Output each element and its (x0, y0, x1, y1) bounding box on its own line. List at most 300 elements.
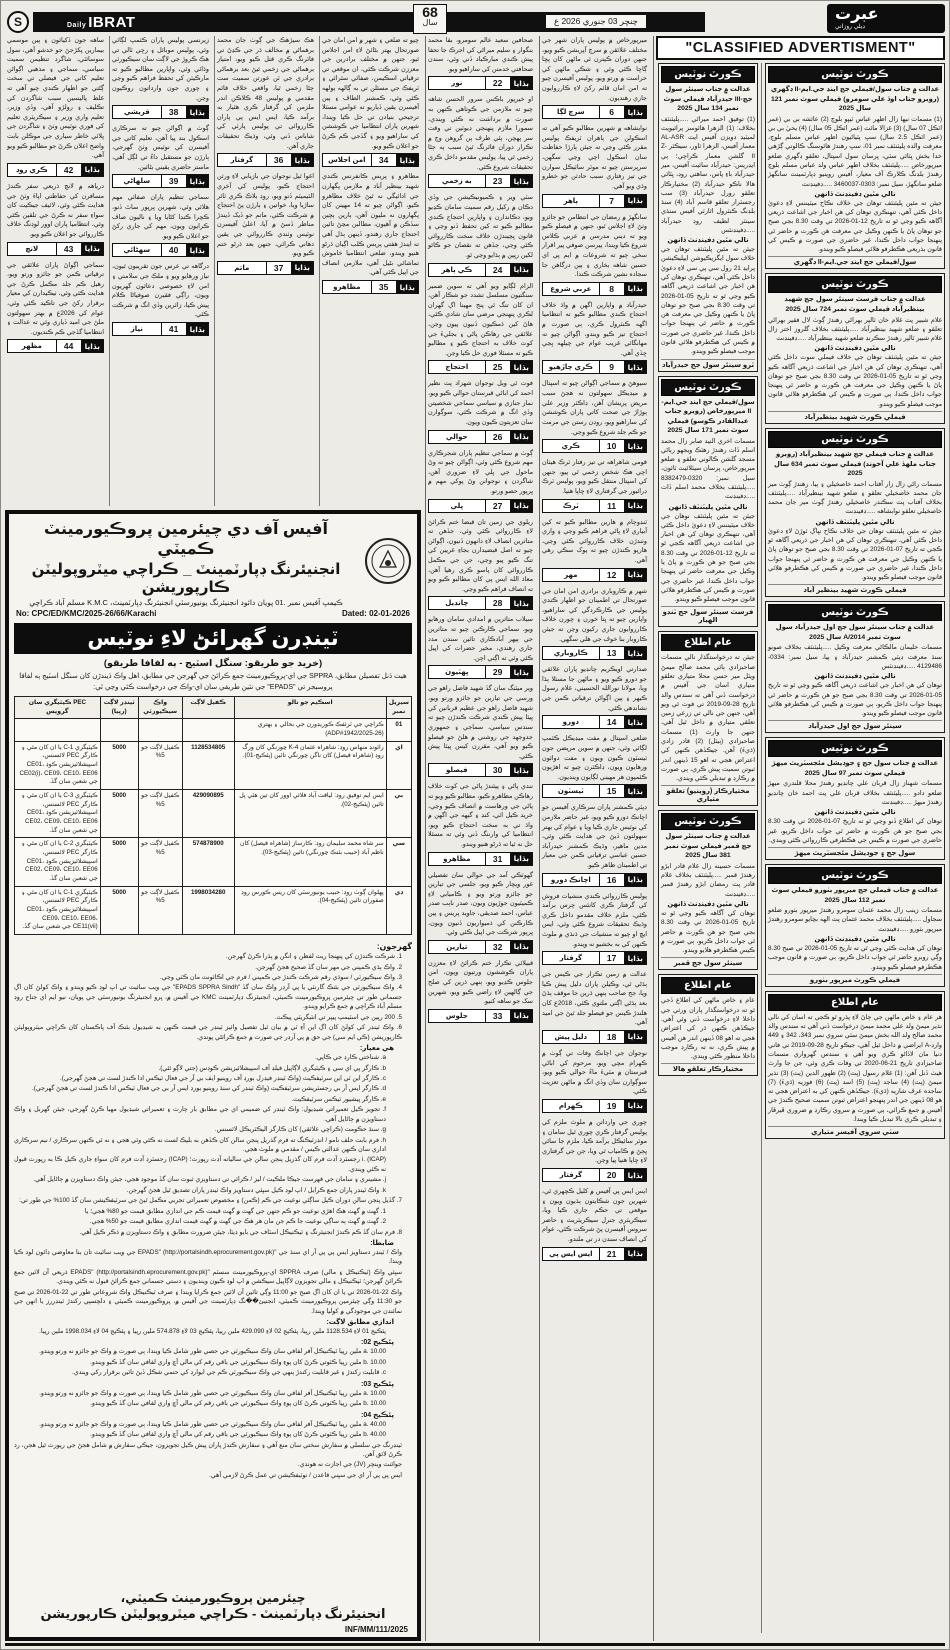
tender-org-line3: ڪيمپ آفيس نمبر .01 پويان دائود انجنيئرنگ يونيورسٽي انجنيئرنگ ڊپارٽمينٽ، K.M.C مسلم آباد ڪراچي (29, 598, 343, 607)
ad-body: اغوا ٿيل نوجوان جي بازيابي لاءِ ورثن احتجاج ڪيو، پوليس کي آخري الٽيميٽم ڏنو ويو، روڊ بلاڪ ڪري ٽائر ساڙيا ويا، خواتين ۽ ٻارڙن پڻ احتجاج ۾ شرڪت ڪئي، ماتم جو ڏيک ڏيندڙ مناظر ڏسڻ ۾ آيا، اعليٰ آفيسرن نوٽيس وٺندي ڪارروائي جي يقين دهاني ڪرائي، جنهن بعد ڌرڻو ختم ڪيو ويو. (217, 173, 314, 258)
requirement-line: e. ڪارگر پيشيور ٽيڪس سرٽيفڪيٽ. (291, 1095, 386, 1103)
ad-ref-box (112, 105, 209, 119)
requirement-line: 3. واڪ سيڪيورٽي / سوڌي رقم شرڪت ڪندڙ جي ڪمپني / فرم جي اڪائونٽ مان ڪٽي وڃي. (160, 974, 402, 981)
ad-ref-box (428, 499, 533, 513)
notice-court-line: عدالت ۾ جناب فيملي جج شهيد بينظيرآباد (روبرو جناب ملهڏ علي آخوند) فيملي سوٽ نمبر 634 سال 2025 (774, 451, 936, 478)
inf-number: INF/MM/111/2025 (344, 1625, 408, 1634)
newspaper-brand (67, 14, 135, 31)
classified-ad (428, 782, 533, 865)
notice-body: مسمات حليمان مالڪاڻي معرفت وڪيل .....پليٽنٽف بخلاف صوبو سنڌ معرفت ڊپٽي ڪمشنر حيدرآباد ۽ ٻيا، سيل نمبر: 0334-4129486 .....ڊفينڊنٽس (768, 644, 942, 670)
ad-body: الزام لڳايو ويو آهي ته سوين ضمير سنگتيون مسلسل تشدد جو شڪار آهن، ان کان تنگ ٿي پنج مهينا اڳ گهران لڪري پنهنجي مرضي سان شادي ڪئي، هاڻ کين ڌمڪيون ڏنيون پيون وڃن، علائقي جي رهاڪن پاڻي ۽ بجليءَ جي کوٽ خلاف به احتجاج ڪيو ۽ مطالبو ڪيو ته مسئلا فوري حل ڪيا وڃن. (428, 282, 533, 357)
ad-ref-number: 36 (266, 154, 292, 166)
news-briefs-column-1 (539, 36, 649, 1641)
ad-ref-label: بڌايا (625, 1100, 646, 1112)
notice-body-2: توهان کي هن اخبار جي اشاعت ذريعي آگاهه ڪيو وڃي ٿو ته تاريخ 05-01-2026 تي وقت 8.30 بجي صبح جو هن ڪورٽ ۾ حاضر ٿي پنهنجا جواب داخل ڪريو، ٻي صورت ۾ ڪيس کي هڪطرفو هلائي قانون موجب فيصلو ڪيو ويندو. (768, 682, 942, 718)
ad-ref-word: گرفتار (559, 1172, 583, 1180)
notice-title: عام اطلاع (661, 634, 755, 651)
requirement-line: هي معيار: (359, 1045, 394, 1053)
ad-ref-number: 41 (161, 323, 187, 335)
ad-ref-number: 38 (161, 106, 187, 118)
notice-card (658, 631, 758, 806)
notice-subheading: نالي مٿين ڊفينڊنٽ ڏانهن (814, 936, 896, 943)
requirement-line: f. تجويز ڪيل تعميراتي شيڊيول: واڪ ٽينڊر کي ضميمي اي جي مطابق بار چارٽ ۽ تعميراتي شيڊيول مهيا ڪرڻ گهرجي، جيئن گهربل ۽ واڪ دستاويزن ۾ ڄاڻايل آهي. (14, 1106, 386, 1123)
ad-ref-word: ڪري چاڙهيو (548, 364, 593, 372)
classified-ad (112, 124, 209, 188)
ad-body: هڪ سيڙهڪ جي ڳوٺ جان محمد برهماڻي ۾ مخالف ڌر جي ڪڍڻ تي فائرنگ ڪري قتل ڪيو ويو، امتياز برهماڻي جي زخمي ٿيڻ بعد برهماڻي برادري جي ٽن عورتن سميت ست ڄڻا زخمي ٿيا، واقعي خلاف قائم مقدمي ۾ پوليس 48 ڪلاڪن اندر ملزمن کي گرفتار ڪري هٿيار به برآمد ڪيا، ايس ايس پي پاران ڪارروائي تي پوليس پارٽي کي شاباس ڏني وئي، وڌيڪ تحقيقات جاري آهن. (217, 37, 315, 150)
notice-body: مسمات اخري النيد صابر زال محمد اسلم ڏات رهندڙ رهٽڪ ويجهو رٻاڻي مسجد گلشن ڪالوني تعلقو ۽ ضلعو ميرپورخاص، ڀرسان سيٽلائيٽ ٽائون، سيل نمبر: 0320-8382479 .....پليٽنٽف بخلاف محمد اسلم ڏات .....ڊفينڊنٽ (661, 437, 755, 501)
ad-ref-word: فيصلو (446, 767, 468, 775)
classified-ad (542, 379, 647, 453)
requirement-line: a. 40.00 ملين رپيا ٽيڪنيڪل آفر لفافي سان واڪ سيڪيورٽي جي حصي طور شامل ڪيا ويندا، ٻي صورت ۾ واڪ جو جائزو نه ورتو ويندو. (39, 1420, 386, 1428)
ad-body: صدارتي اويڪريم چانڊيو پاران علائقي جو دورو ڪيو ويو ۽ ماڻهن جا مسئلا ٻڌا ويا، مولانا نورالله الحسيني، غلام رسول ڪيهر ۽ ٻين اڳواڻن ترقياتي ڪمن جي نشاندهي ڪئي. (542, 666, 647, 712)
anniversary-badge: 68 سال (413, 4, 447, 34)
notice-title: عام اطلاع (768, 994, 942, 1011)
classified-ad (542, 892, 647, 966)
classified-ad (217, 36, 314, 167)
requirement-line: g. سنڌ حڪومت (ڪراچي علائقي) کان ڪارگر اليڪٽريڪل لائسنس. (214, 1126, 386, 1134)
col-security: واڪ سيڪيورٽي (138, 697, 182, 719)
ad-body: ڊپٽي ڪمشنر پاران سرڪاري آفيسن جو اچانڪ دورو ڪيو ويو، غير حاضر ملازمن کي نوٽيس جاري ڪيا ويا ۽ عوام کي بهتر سهولتون ڏيڻ جي هدايت ڪئي وئي، مدين ماهير، وڌيڪ ڪمشنر حيدرآباد حسين عباسي ترقياتي ڪمن جي معيار تي اطمينان ظاهر ڪيو. (542, 804, 647, 869)
ad-ref-number: 43 (56, 243, 82, 255)
ad-body: شهر ۾ ڪاروباري برادري امن امان جي صورتحال تي اطمينان جو اظهار ڪندي پوليس جي ڪارڪردگي کي ساراهيو، واپارين چيو ته ڀتا خورن ۽ چورن خلاف ڪارروايون جاري رکيون وڃن ته جيئن ڪاروبار بنا خوف جي هلي سگهي. (542, 587, 647, 643)
ad-body: چوري جي وارداتن ۾ ملوث ملزم کي پوليس گرفتار ڪري چوري ٿيل سامان ۽ موٽر سائيڪل برآمد ڪيا، ملزم جا ساٿي ڀڄڻ ۾ ڪامياب ٿي ويا، جن جي گرفتاري لاءِ ڇاپا هنيا پيا وڃن. (542, 1118, 647, 1165)
ad-ref-word: سرچ لڳا (557, 109, 585, 117)
requirement-line: واڪ 22-01-2026 تي يا ان کان اڳ صبح جو 11:00 وڳي تائين آن لائين جمع ڪرايا ويندا ۽ صرف ٽيڪنيڪل واڪ شروعاتي طور تي 22-01-2026 تي صبح جو 11:30 وڳي چيئرمين پروڪيورمينٽ ڪميٽي، انجنيئ��نگ ڊپارٽمينٽ جي آفيس ۾، پروڪيورمينٽ ڪميٽي ۽ دلچسپي رکندڙ ٽينڊررز يا انهن جي نمائندن جي موجودگي ۾ کوليا ويندا. (14, 1288, 402, 1315)
classified-ad (428, 449, 533, 513)
ad-ref-box (428, 763, 533, 777)
ad-ref-number: 35 (371, 281, 397, 293)
ad-ref-label: بڌايا (511, 431, 532, 443)
ad-ref-number: 14 (599, 716, 625, 728)
notice-title: ڪورٽ نوٽيس (768, 604, 942, 621)
ad-body: سٽي وير ۽ ڪميونيڪيشن جي وڏي دڪان ۾ رکيل رقم سميت سامان ڪڍيو ويو، دڪاندارن ۽ واپارين احتجاج ڪندي مطالبو ڪيو ته کين تحفظ ڏنو وڃي ۽ قانون ڀڃيندڙن خلاف سخت ڪارروائي ڪئي وڃي، جڏهن ته نقصان جو ڪاٿو لکين رپين ۾ ٻڌايو وڃي ٿو. (428, 194, 533, 259)
ad-ref-word: ڪري (561, 443, 580, 451)
ad-ref-box (217, 153, 314, 167)
ad-ref-box (542, 646, 647, 660)
ad-ref-label: بڌايا (511, 666, 532, 678)
requirement-line: ٽينڊرنگ جي سلسلي ۾ سفارش سختي سان منع آهي ۽ سفارش ڪندڙ پاران پيش ڪيل تجويزون، جيڪي سفارش ۾ شامل هجڻ جي رپورٽ ٿيل هجن، رد ڪرڻ لائق آهن. (14, 1441, 402, 1458)
notice-body: مسمات حسينه زال غلام قادر ابڙو رهندڙ قمبر .....پليٽنٽف بخلاف غلام قادر پٽ رمضان ابڙو رهندڙ قمبر .....ڊفينڊنٽ (661, 862, 755, 898)
page-columns (5, 36, 945, 1646)
requirement-line: b. 10.00 ملين رپيا ڪٽوتي ڪرڻ کان پوءِ واڪ سيڪيورٽي جي باقي رقم کي مالي آڇ واري لفافي سان گڏ ڪيو ويندو. (90, 1358, 386, 1366)
requirement-line: 8. فرم سان گڏ ڪم ڪندڙ انجنيئرنگ ۽ ٽيڪنيڪل اسٽاف جي بايو ڊيٽا، جيئن ضرورت مطابق ۽ واڪ دستاويزن ۾ ذڪر ڪيل آهي. (79, 1228, 402, 1236)
notice-body-2: توهان کي آگاهه ڪيو وڃي ٿو ته تاريخ 05-01-2026 تي وقت 8.30 بجي صبح جو هن ڪورٽ ۾ حاضر ٿي جواب داخل ڪريو، ٻي صورت ۾ ڪيس هڪطرفو هلايو ويندو. (661, 910, 755, 955)
ad-ref-word: امن اجلاس (328, 157, 366, 165)
ad-ref-number: 9 (599, 361, 625, 373)
notice-court-line: عدالت ۾ جناب سينئر سول جج اول حيدرآباد سول سوٽ نمبر 2014/A سال 2025 (775, 624, 935, 641)
classified-ad (542, 970, 647, 1044)
notice-title: ڪورٽ نوٽيس (768, 431, 942, 448)
classified-ad (542, 213, 647, 296)
requirement-line: k. واڪ ٽينڊر پاران جمع ڪرايل / اپ لوڊ ڪيل سڀئي دستاويز واڪ ٽينڊر پاران تصديق ٿيل هجڻ گهرجن. (126, 1186, 386, 1194)
news-briefs-column-6 (5, 36, 106, 506)
notice-card (658, 376, 758, 628)
ad-ref-number: 42 (56, 164, 82, 176)
ad-ref-number: 44 (56, 340, 82, 352)
notice-body: عام ۽ خاص ماڻهن کي اطلاع ڏجي ٿو ته درخواستگذار پاران ورثي جي داخلا لاءِ درخواست ڏني وئي آهي. جيڪڏهن ڪنهن ڌر کي اعتراض هجي ته اهو 08 ڏينهن اندر هن آفيس ۾ پيش ڪري، نه ته رڪارڊ موجب داخلا منظور ڪئي ويندي. (661, 997, 755, 1061)
ad-ref-box (542, 282, 647, 296)
brand-daily-label: Daily (67, 21, 87, 29)
ad-ref-label: بڌايا (625, 500, 646, 512)
ad-body: عدالت ۾ زمين تڪرار جي ڪيس جي ٻڌڻي ٿي، وڪيلن پاران دليل پيش ڪيا ويا، جج صاحب ٻنهي ڌرين جا موقف ٻڌڻ بعد ٻڌڻي اڳتي ملتوي ڪئي، 2018ع کان هلندڙ ڪيس جو فيصلو جلد ٿيڻ جي اميد آهي. (542, 971, 647, 1027)
ad-body: فوت ٿي ويل نوجوان شهزاد پٽ نظير احمد کي اباڻي قبرستان حوالي ڪيو ويو، نماز جنازي ۾ سياسي سماجي شخصيتن وڏي انگ ۾ شرڪت ڪئي، سوڳوارن سان تعزيتون ڪيون ويون. (428, 380, 533, 426)
ad-ref-number: 33 (485, 1010, 511, 1022)
requirement-line: 2. واڪ ٻڌي ڪمپني جي مهر سان گڏ صحيح هجڻ گهرجن. (255, 963, 402, 971)
ad-ref-label: بڌايا (511, 77, 532, 89)
ad-ref-box (428, 940, 533, 954)
requirement-line: ايس پي پي آر اي جي سڀني قاعدن / نوٽيفڪيشن تي عمل ڪرڻ لازمي آهي. (209, 1471, 402, 1479)
requirement-line: b. ڪارگر پي اي سي ۽ ڪيٽيگري لاڳاپيل فيلڊ آف اسپيشلائيزيشن ڪوڊس (جتي لاڳو ٿئي). (158, 1064, 386, 1072)
ad-ref-word: به زخمي (441, 178, 472, 186)
notice-card (658, 974, 758, 1076)
col-scheme: اسڪيم جو نالو (234, 697, 386, 719)
tender-org-line1: آفيس آف دي چيئرمين پروڪيورمينٽ ڪميٽي (44, 521, 328, 558)
ad-ref-box (217, 261, 314, 275)
ad-body: درگاهه تي عرس جون تقريبون ٿيون، نياز ورهايو ويو ۽ ملڪ جي سلامتي ۽ امن لاءِ خصوصي دعائون گهريون ويون، راڳي فقيرن صوفياڻا ڪلام پيش ڪيا، زائرين وڏي انگ ۾ شرڪت ڪئي. (112, 263, 209, 319)
news-briefs-column-5 (109, 36, 211, 506)
ad-body: ريلوي جي زمين تان قبضا ختم ڪرائڻ لاءِ ڪارروائي ڪئي وئي، جڏهن ته متاثرين انصاف لاءِ دانهون ڏنيون، اڳواڻن چيو ته اصل قبضيدارن بجاءِ غريبن کي تنگ ڪيو پيو وڃي، جن جي مڪمل ڪارروائي کان پاسو ڪري رهيا آهن، معاذ الله ايس پي کان مطالبو ڪيو ويو ته انصاف فراهم ڪيو وڃي. (428, 518, 533, 593)
ad-ref-word: حوالي (446, 433, 468, 441)
notice-body: مسمات زينب زال محمد عثمان سومرو رهندڙ ميرپور بٺورو ضلعو سجاول .....پليٽنٽف بخلاف محمد عثمان پٽ الهه بچايو سومرو رهندڙ ميرپور بٺورو .....ڊفينڊنٽ (768, 907, 942, 933)
ad-ref-box (428, 665, 533, 679)
classified-ad (7, 36, 104, 177)
ad-ref-box (542, 1030, 647, 1044)
classified-ad (428, 193, 533, 276)
ad-ref-word: ڀلي (450, 502, 464, 510)
ad-ref-word: چانڊيل (445, 600, 469, 608)
ad-ref-number: 37 (266, 262, 292, 274)
ad-ref-word: ٻاهر (563, 197, 579, 205)
masthead (5, 4, 945, 34)
requirement-line: d. ڪارگر ايس آر بي رجسٽريشن سرٽيفڪيٽ (واڪ ٽينڊر کي سنڌ روينيو بورڊ ايس آر بي جي فعال ٽيڪس ادا ڪندڙ لسٽ تي هجڻ گهرجي). (31, 1085, 386, 1093)
ad-ref-label: بڌايا (511, 175, 532, 187)
ad-ref-box (542, 499, 647, 513)
ad-body: حيدرآباد ۾ واپارين اگهن ۾ واڌ خلاف احتجاج ڪندي مطالبو ڪيو ته انتظاميا اگهه ڪنٽرول ڪري، ٻي صورت ۾ احتجاج تيز ڪيو ويندو، اڳواڻن چيو ته مهانگائي غريب عوام جي چيلهه ڀڃي ڇڏي آهي. (542, 301, 647, 357)
notice-title: ڪورٽ نوٽيس (768, 66, 942, 83)
ad-ref-box (428, 174, 533, 188)
requirement-line: a. 10.00 ملين رپيا ٽيڪنيڪل آفر لفافي سان واڪ سيڪيورٽي جي حصي طور شامل ڪيا ويندا، ٻي صورت ۾ واڪ جو جائزو نه ورتو ويندو. (39, 1389, 386, 1397)
ad-ref-word: مظهر (21, 343, 42, 351)
notice-court-line: عدالت ۾ جناب فيملي جج ميرپور بٺورو فيملي سوٽ نمبر 112 سال 2025 (771, 887, 939, 904)
classified-ad (542, 301, 647, 375)
classified-ad (542, 1118, 647, 1182)
ad-ref-number: 27 (485, 500, 511, 512)
notice-signature: مختيارڪار تعلقو هالا (661, 1063, 755, 1073)
requirement-line: 1. شرڪت ڪندڙن کي پنهنجا ريٽ لفظن ۽ انگن ۾ پڌرا ڪرڻ گهرجن. (225, 953, 402, 961)
ad-ref-label: بڌايا (625, 647, 646, 659)
ad-body: نندي پاڻي ۽ پيئندڙ پاڻي جي کوٽ خلاف رهاڪن مظاهرو ڪيو، مطالبو ڪيو ويو ته پاڻي جي ورهاست ۾ انصاف ڪيو وڃي، خريد ڪيل اٽي، کنڊ ۽ گيهه جي اگهن ۾ واڌ تي به سخت احتجاج ڪيو ويو، انتظاميا کي وارننگ ڏني وئي ته مسئلا حل نه ٿيا ته ڌرڻو هنيو ويندو. (428, 783, 533, 848)
ad-ref-box (428, 852, 533, 866)
classified-ad (542, 1049, 647, 1113)
ad-ref-label: بڌايا (625, 106, 646, 118)
classified-ad (428, 518, 533, 611)
ad-ref-label: بڌايا (625, 785, 646, 797)
ad-ref-box (7, 339, 104, 353)
ad-body: ڳوٺ ۾ سماجي تنظيم پاران شجرڪاري مهم شروع ڪئي وئي، اڳواڻن چيو ته وڻ ماحول جي ڀلي لاءِ ضروري آهن، شاگردن ۽ نوجوانن وڻ پوکي مهم ۾ ڀرپور حصو ورتو. (428, 449, 533, 495)
table-row: ڊي پهلوان ڳوٺ روڊ: حبيب يونيورسٽي کان ريس ڪورس روڊ صفوران تائين (پئڪيج-04). 1998034280 ڪفيل لاڳت جو 5% 5000 ڪيٽيگري C-1 يا ان کان مٿي ۽ ڪارگر PEC لائسنس، اسپيشلائيزيشن ڪوڊ CE01، CE09، CE10، EE06، CE11(vii) جي شعبن سان گڏ. (15, 886, 412, 934)
notice-subheading: نالي مٿين ڊفينڊنٽ ڏانهن (814, 190, 896, 198)
ad-ref-box (428, 430, 533, 444)
ad-ref-box (428, 263, 533, 277)
ad-body: درياهه ۾ لانچ ذريعي سفر ڪندڙ مسافرن کي حفاظتي اپاءَ وٺڻ جي هدايت ڪئي وئي، لائيف جيڪيٽ کان سواءِ سفر نه ڪرڻ جي تلقين ڪئي وئي، انتظاميا پاران اوور لوڊنگ خلاف ڪارروائي جو اعلان ڪيو ويو. (7, 182, 104, 238)
notice-card (765, 991, 945, 1139)
ad-ref-word: تيارين (446, 943, 468, 951)
ad-ref-label: بڌايا (625, 195, 646, 207)
ad-ref-label: بڌايا (511, 597, 532, 609)
notice-court-line: عدالت ۾ جناب سول/فيملي جج اينڊ جي.ايم-II ڊگهري (روبرو جناب اوڏ علي سومرو) فيملي سوٽ نمبر 121 سال 2025 (770, 86, 940, 113)
requirement-line: جوائنٽ وينچر (JV) جي اجازت نه هوندي. (297, 1461, 402, 1469)
classified-ad (542, 518, 647, 582)
classified-ad (112, 36, 209, 119)
ad-ref-box (428, 596, 533, 610)
notice-signature: سينئر سول جج اول حيدرآباد (768, 720, 942, 730)
notice-court-line: سول/فيملي جج اينڊ جي.ايم-II ميرپورخاص (روبرو جناب عبدالقادر ڪوسو) فيملي سوٽ نمبر 171 سال 2025 (661, 398, 755, 435)
ad-ref-number: 19 (599, 1100, 625, 1112)
requirement-line: پئڪيج 04: (361, 1411, 394, 1419)
ad-body: گهوٽڪي آمد جي حوالي سان تفصيلي غور ويچار ڪيو ويو، جلسي جي تيارين جو جائزو ورتو ويو ۽ ڪاميابي لاءِ ڪميٽيون جوڙيون ويون، صدر ناٻب صدر عباس، احمد صديقي، جاويد پريس ۽ ٻين ڪارڪنن کي ذميواريون ڏنيون ويون، ڀرپور شرڪت جي اپيل ڪئي وئي. (428, 871, 533, 937)
ad-ref-label: بڌايا (511, 500, 532, 512)
court-notices-column-inner (658, 63, 762, 1633)
notice-court-line: عدالت ۾ جناب فرسٽ سينئر سول جج شهيد بينظيرآباد فيملي سوٽ نمبر 724 سال 2025 (784, 296, 926, 313)
classified-ad (428, 959, 533, 1023)
ad-ref-label: بڌايا (625, 361, 646, 373)
ad-ref-word: احتجاج (445, 364, 469, 372)
ad-ref-box (542, 784, 647, 798)
ad-ref-label: بڌايا (82, 164, 103, 176)
ad-ref-label: بڌايا (625, 1031, 646, 1043)
ad-body: نوجوان جي اچانڪ وفات تي ڳوٺ ۾ ڪهرام مچي ويو، مرحوم کي اباڻي قبرستان ۾ مٽيءَ ماءُ حوالي ڪيو ويو، سوڳوارن سان وڏي انگ ۾ ماڻهن تعزيت ڪئي. (542, 1049, 647, 1096)
ad-ref-label: بڌايا (625, 1248, 646, 1260)
requirement-line: اندازي مطابق لاڳت: (326, 1319, 394, 1326)
ad-body: ڳوٺ ۾ اڳواڻن چيو ته سرڪاري اسڪول بند پيا آهن، تعليم کاتي جي آفيسرن کي نوٽيس وٺڻ گهرجي، ٻارڙن جو مستقبل داءُ تي لڳل آهي، ماستر حاضري يقيني بڻائين. (112, 125, 209, 171)
notice-body-2: جيئن ته مٿين پليٽنٽف توهان جي خلاف فيملي سوٽ داخل ڪئي آهي، تنهنڪري توهان کي هن اخبار جي اشاعت ذريعي آگاهه ڪيو وڃي ٿو ته تاريخ 05-01-2026 تي وقت 8.30 بجي صبح جو توهان پاڻ يا ڪنهن وڪيل جي معرفت هن ڪورٽ ۾ حاضر ٿي پنهنجا جواب داخل ڪندا، ٻي صورت ۾ ڪيس کي هڪطرفو هلائي قانون موجب فيصلو ڪيو ويندو. (768, 354, 943, 408)
ad-ref-box (7, 163, 104, 177)
notice-court-line: عدالت ۾ جناب سول جج ۽ جوڊيشل مئجسٽريٽ ميهڙ فيملي سوٽ نمبر 97 سال 2025 (771, 760, 939, 777)
ad-ref-box (428, 1009, 533, 1023)
ad-ref-label: بڌايا (397, 154, 418, 166)
ad-ref-number: 24 (485, 264, 511, 276)
ad-ref-box (112, 243, 209, 257)
ad-ref-box (542, 105, 647, 119)
ad-ref-number: 15 (599, 785, 625, 797)
requirement-line: c. ڪارگر اين ٽي اين سرٽيفڪيٽ (واڪ ٽينڊر فيڊرل بورڊ آف روينيو ايف بي آر جي فعال ٽيڪس ادا ڪندڙ لسٽ تي هجڻ گهرجي). (60, 1074, 386, 1082)
requirement-line: a. شناختي ڪارڊ جي ڪاپي. (315, 1054, 386, 1062)
ad-ref-label: بڌايا (625, 716, 646, 728)
ad-ref-box (542, 360, 647, 374)
ibrat-calligraphy-logo: عبرت ڊيلي روزاني (827, 4, 945, 33)
ad-ref-word: ڪهرام (558, 1102, 583, 1110)
requirement-line: پئڪيج 03: (361, 1380, 394, 1388)
abc-mark: S (7, 11, 29, 33)
notice-title: ڪورٽ نوٽيس (768, 276, 942, 293)
ad-ref-number: 30 (485, 764, 511, 776)
notice-card (658, 63, 758, 372)
ad-ref-box (542, 873, 647, 887)
ad-ref-label: بڌايا (292, 262, 313, 274)
classified-ad (542, 587, 647, 661)
table-row: بي ايس ايم توفيق روڊ: لياقت آباد فلائي اوور کان تين هٽي پل تائين (پئڪيج-02). 429090895 ڪفيل لاڳت جو 5% 5000 ڪيٽيگري C-3 يا ان کان مٿي ۽ ڪارگر PEC لائسنس، اسپيشلائيزيشن ڪوڊ CE01، CE02، CE09، CE10، EE06 جي شعبن سان گڏ. (15, 790, 412, 838)
notice-body: جيئن ته درخواستگذار نالي مسمات صاحبزادي ٻائي محمد صالح ميمڻ ويٽل مير حسن محلا متياري تعلقو متياري اسان جي آفيس ۾ درخواست ڏني آهي ته سندس والد تاريخ 28-09-2019 تي فوت ٿي ويو آهي، جنهن جي نالي تي زرعي زمين تعلقي متياري ۾ داخل ٿيل آهي، جنهن جا وارث (1) مسمات صاحبزادي (ٻيٽل) (2) قادر زادي (ڌيءَ) آهن. جيڪڏهن ڪنهن کي اعتراض هجي ته اهو 15 ڏينهن اندر ثبوتن سميت پيش ڪري، ٻي صورت ۾ رڪارڊ ۾ تبديلي ڪئي ويندي. (661, 654, 755, 783)
tender-method-line: (خريد جو طريقو: سنگل اسٽيج - ٻه لفافا طريقو) (103, 658, 323, 669)
tender-signature: چيئرمين پروڪيورمينٽ ڪميٽي، انجنيئرنگ ڊپارٽمينٽ - ڪراچي ميٽروپوليٽن ڪارپوريشن (40, 1591, 386, 1621)
notice-body: غلام شبير پٽ غلام خان ٽالپر بهراڻي رهندڙ ڳوٺ لال فقير بهراڻي تعلقو ۽ ضلعو شهيد بينظيرآباد .....پليٽنٽف بخلاف گلروز اختر زال غلام شبير ٽالپر رهندڙ سڪرنڊ ضلعو شهيد بينظيرآباد .....ڊفينڊنٽ (768, 316, 942, 343)
notice-subheading: نالي مٿين ڊفينڊنٽ ڏانهن (814, 673, 896, 681)
ad-ref-word: ماتم (234, 264, 250, 272)
ad-ref-number: 18 (599, 1031, 625, 1043)
ad-ref-number: 28 (485, 597, 511, 609)
ad-ref-label: بڌايا (292, 154, 313, 166)
ad-body: صحافين سعيد عالم سومرو، بقا محمد بنگوار ۽ سليم ميراڻي کي اجرڪ جا تحفا پيش ڪندي مبارڪباد ڏني وئي، سندن صحافتي خدمتن کي ساراهيو ويو. (428, 37, 533, 73)
ad-ref-number: 8 (599, 283, 625, 295)
ad-body: قبيلائي تڪرار ختم ڪرائڻ لاءِ معززن پاران ڪوششون ورتيون ويون، امن جلوس ڪڍيو ويو، ٻنهي ڌرين کي صلح جي ڳالهين لاءِ راضي ڪيو ويو، شهرين سک جو ساهه کنيو. (428, 959, 533, 1006)
notice-title: ڪورٽ نوٽيس (768, 740, 942, 757)
ad-ref-number: 34 (371, 154, 397, 166)
ad-ref-word: اچانڪ دورو (550, 876, 591, 884)
ad-ref-number: 31 (485, 853, 511, 865)
ad-body: سماجي اڳواڻ پاران علائقي جي ترقياتي ڪمن جو جائزو ورتو ويو، رهيل ڪم جلد مڪمل ڪرڻ جي هدايت ڪئي وئي، ٺيڪيدارن کي معيار برقرار رکڻ جي تاڪيد ڪئي وئي، عوام کي 2026ع ۾ بهتر سهولتون ملڻ جي اميد ڏياري وئي ته عدالت ۽ انتظاميا گڏجي ڪم ڪنديون. (7, 261, 104, 336)
ad-ref-box (428, 76, 533, 90)
notice-card (658, 810, 758, 970)
ad-ref-number: 7 (599, 195, 625, 207)
ad-ref-label: بڌايا (82, 340, 103, 352)
ad-ref-box (542, 194, 647, 208)
requirement-line: 6. واڪ ٽينڊر کي کولڻ کان اڳ اين آءِ ٽي ۾ بيان ٿيل تفصيل وائيز ٽينڊر جي قيمت ڪنهن به شيڊيول بئنڪ آف پاڪستان کان ڪراچي ميٽروپوليٽن ڪارپوريشن (ڪي ايم سي) جي حق ۾ پي آرڊر جي صورت ۾ جمع ڪرائڻي پوندي. (14, 1024, 402, 1041)
classified-section (653, 36, 945, 1641)
classified-ad (428, 36, 533, 90)
top-left-ad-columns (5, 36, 421, 506)
ad-ref-word: ڪري روڊ (15, 166, 48, 174)
ad-ref-word: دليل پيش (554, 1033, 588, 1041)
notice-subheading: نالي مٿين ڊفينڊنٽ ڏانهن (667, 237, 749, 245)
classified-ad (112, 262, 209, 336)
tender-intro: هيٺ ڏنل تفصيلن مطابق، SPPRA جي اي-پروڪيورمينٽ جمع ڪرائڻ جي گهرجن جي مطابق، اهل واڪ ڏيندڙن کان سنگل اسٽيج ٻه لفافا پروسيجر تي "EPADS" جي نئين طريقي سان اي-واڪ جي درخواست ڪئي وڃي ٿي: (19, 673, 407, 691)
notice-card (765, 737, 945, 860)
col-fee: ٽينڊر لاڳت (رپيا) (100, 697, 138, 719)
classified-ad (7, 261, 104, 354)
notice-subheading: نالي مٿين پليٽنٽف ڏانهن (668, 503, 748, 511)
ad-body: او خيرپور باڪس سرور الحسن شاهه چيو ته ملازمن جي ڪوتاهي ڪنهن به صورت ۾ برداشت نه ڪئي ويندي، سمورا ملازم پنهنجي ڊيوٽين تي وقت سر پهچن، ٻئي طرف ٻن گروهن وچ ۾ تڪرار دوران فائرنگ ٿيڻ سبب ٻه ڄڻا زخمي ٿي پيا، پوليس مقدمو داخل ڪري تحقيقات شروع ڪئي. (428, 96, 533, 171)
requirement-line: h. فرم بابت حلف نامو / انڊرٽيڪنگ ته فرم گذريل پنجن سالن کان ڪڏهن به بليڪ لسٽ نه ڪئي وئي هجي ۽ نه ئي ڪنهن سرڪاري / نيم سرڪاري اداري سان ڪنهن عدالتي ڪيس / مقدمي ۾ ملوث هجي. (14, 1136, 386, 1153)
notice-signature: فيملي ڪورٽ شهيد بينظير آباد (768, 584, 942, 594)
ad-ref-word: مظاهرو (333, 284, 361, 292)
ad-ref-number: 20 (599, 1169, 625, 1181)
ad-ref-number: 12 (599, 569, 625, 581)
classified-ad (322, 36, 419, 167)
table-row: 01 ڪراچي جي ٽرئفڪ ڪوريڊورن جي بحالي ۽ بهتري (ADP#1942/2025-26) (15, 719, 412, 741)
ad-ref-box (428, 360, 533, 374)
ad-ref-word: سهڻائي (123, 247, 151, 255)
requirement-line: ضابطا: (370, 1239, 394, 1247)
ad-ref-number: 11 (599, 500, 625, 512)
classified-ad (428, 95, 533, 188)
ad-body: سانگهڙ ۾ رمضان جي انتظامن جو جائزو وٺڻ لاءِ اجلاس ٿيو، جنهن ۾ فيصلو ڪيو ويو ته ديني مدرسن ۾ عربي ڪلاس شروع ڪيا ويندا، پيرسن صوفي پير اقرار سخي چيو ته شروعات ۾ ايم پي اي حسين شاهه بخاري ۽ ٻين درگاهن جا سجاده نشين شرڪت ڪندا. (542, 213, 647, 279)
ad-ref-box (542, 1168, 647, 1182)
issue-date: چنڇر 03 جنوري 2026 ع (545, 14, 647, 29)
ad-ref-label: بڌايا (625, 874, 646, 886)
ad-ref-word: ڀهٽيون (445, 669, 469, 677)
ad-ref-word: ٽيسٽون (557, 788, 584, 796)
ad-body: ٽنڊوڄام ۾ هارين مطالبو ڪيو ته کين آبياري لاءِ پاڻي فراهم ڪيو وڃي ۽ واري وٺندڙن خلاف ڪارروائي ڪئي وڃي، هارپو ڪندڙن چيو ته پوک سڪي رهي آهي. (542, 518, 647, 564)
ad-ref-number: 21 (599, 1248, 625, 1260)
ad-ref-number: 16 (599, 874, 625, 886)
classified-ad (542, 734, 647, 798)
classified-ad (428, 379, 533, 443)
notice-subheading: نالي مٿين ڊفينڊنٽ ڏانهن (814, 345, 896, 353)
ad-ref-word: ڪي ٻاهر (441, 266, 473, 274)
classified-ad (217, 172, 314, 274)
ad-ref-label: بڌايا (187, 244, 208, 256)
ad-body: زيرنسي پوليس پاران ڪئمپ لڳائي وئي، پوليس موبائل ۽ رڇي ٽالي تي هڪ ڪروڙ جي لاڳت سان سيڪيورٽي وڌائي وئي، واپارين مطالبو ڪيو ته مارڪيٽن کي تحفظ فراهم ڪيو وڃي ۽ چوري جون وارداتون روڪيون وڃن. (112, 37, 209, 102)
col-cost: ڪفيل لاڳت (182, 697, 234, 719)
notice-title: عام اطلاع (661, 977, 755, 994)
requirement-line: 2. گهٽ ۾ گهٽ ٻه ساڳي نوعيت جا ڪم جن مان هر هڪ جي گهٽ ۾ گهٽ قيمت اندازي مطابق قيمت جو 50% هجي. (89, 1218, 386, 1226)
ad-ref-number: 6 (599, 106, 625, 118)
ad-ref-box (542, 715, 647, 729)
ad-ref-word: قريشي (123, 109, 150, 117)
ad-ref-label: بڌايا (187, 175, 208, 187)
ad-body: چيو ته ضلعي ۽ شهر ۾ امن امان جي صورتحال بهتر بڻائڻ لاءِ امن اجلاس ٿيو، جنهن ۾ مختلف برادرين جي معززن شرڪت ڪئي، ان موقعي تي ترقياتي اسڪيمن، صفائي سٿرائي ۽ ٽريفڪ جي مسئلن تي به ڳالهه ٻولهه ڪئي وئي، ڪمشنر الطاف ۽ ٻين آفيسرن يقين ڏياريو ته عوامي مسئلا ترجيحي بنيادن تي حل ڪيا ويندا، شهرين پاران انتظاميا جي ڪوششن کي ساراهيو ويو ۽ گڏجي ڪم ڪرڻ جو اعلان ڪيو ويو. (322, 37, 419, 150)
notice-title: ڪورٽ نوٽيس (661, 813, 755, 830)
ad-body: ساهه جون ڏکيائون ۽ ٻين موسمي بيمارين پکڙجڻ جو خدشو آهي، سول سوسائٽي، شاگرد تنظيمن سميت سياسي، سماجي ۽ مذهبي اڳواڻن تعليم کاتي جي فيصلي تي سخت ڳڻتي جو اظهار ڪندي چيو آهي ته غلط پاليسين سبب شاگردن کي تڪليف ۽ رولڙو آهي، وڏي وزير، تعليم واري وزير ۽ سيڪريٽري تعليم کي فوري نوٽيس وٺڻ ۽ شاگردن جي ڀلائي خاطر سياري جي موڪلن بابت واضح اعلان ڪرڻ جو مطالبو ڪيو ويو آهي. (7, 37, 104, 160)
tender-table (14, 696, 412, 935)
col-serial: سيريل نمبر (386, 697, 411, 719)
ad-ref-word: دورو (562, 719, 579, 727)
notice-signature: فرسٽ سينئر سول جج ٽنڊو الهيار (661, 606, 755, 624)
notice-subheading: نالي مٿين ڊفينڊنٽ ڏانهن (814, 809, 896, 817)
notice-signature: سول/فيملي جج اينڊ جي.ايم-II ڊگهري (768, 256, 942, 266)
notice-card (765, 864, 945, 987)
ad-ref-box (112, 322, 209, 336)
requirement-line: c. قابليت رکندڙ ۽ غير قابليت رکندڙ ٻنهي جي واڪ سيڪيورٽي ڪم جي ايوارڊ کي حتمي شڪل ڏيڻ تائين برقرار رکي ويندي. (72, 1369, 386, 1377)
notice-court-line: عدالت ۾ جناب سينئر سول جج قمبر فيملي سوٽ نمبر 381 سال 2025 (664, 833, 752, 860)
news-briefs-column-3 (319, 36, 421, 506)
notice-signature: سول جج ۽ جوڊيشل مئجسٽريٽ ميهڙ (768, 847, 942, 857)
notice-body-2: جيئن ته مٿين پليٽنٽف توهان جي خلاف نڪاح نڀاڳ ٽوڙڻ لاءِ دعويٰ داخل ڪئي آهي، تنهنڪري توهان کي هن اخبار جي ذريعي آگاهه ٿو ڪجي ته تاريخ 07-01-2026 تي وقت 8.30 بجي صبح جو توهان پاڻ يا ڪنهن وڪيل جي معرفت هن ڪورٽ ۾ حاضر ٿي پنهنجا جواب داخل ڪندا، غير حاضري جي صورت ۾ ڪيس کي هڪطرفو هلائي قانون موجب فيصلو ڪيو ويندو. (768, 527, 942, 582)
ad-ref-label: بڌايا (625, 952, 646, 964)
ad-ref-word: لانچ (25, 245, 39, 253)
ad-ref-box (542, 1099, 647, 1113)
ad-ref-box (7, 242, 104, 256)
requirement-line: b. 40.00 ملين رپيا ڪٽوتي ڪرڻ کان پوءِ واڪ سيڪيورٽي جي باقي رقم کي مالي آڇ واري لفافي سان گڏ ڪيو ويندو. (90, 1431, 386, 1439)
requirement-line: پئڪيج 01 لاءِ 1128.534 ملين رپيا، پئڪيج 02 لاءِ 429.090 ملين رپيا، پئڪيج 03 لاءِ 574.878 ملين رپيا ۽ پئڪيج 04 لاءِ 1998.034 ملين رپيا. (39, 1328, 386, 1335)
kmc-seal (364, 537, 412, 590)
ad-ref-box (322, 153, 419, 167)
ad-ref-word: ايس ايس پي (549, 1250, 593, 1258)
ad-ref-label: بڌايا (625, 440, 646, 452)
ad-body: پوليس ڪارروائي ڪندي منشيات فروش کي گرفتار ڪري کانئس چرس برآمد ڪئي، ملزم خلاف مقدمو داخل ڪري وڌيڪ تحقيقات شروع ڪئي وئي، ايس ايڇ او چيو ته منشيات جي ڌنڌي ۾ ملوث ڪنهن کي به بخشيو نه ويندو. (542, 892, 647, 948)
col-pec: PEC ڪيٽيگري سان گروپس (15, 697, 101, 719)
classified-ad (428, 282, 533, 375)
court-notices-column-outer (765, 63, 945, 1633)
ad-ref-word: مظاهرو (443, 855, 471, 863)
ad-ref-label: بڌايا (625, 1169, 646, 1181)
notice-signature: سينئر سول جج قمبر (661, 957, 755, 967)
ad-ref-word: گرفتار (559, 955, 583, 963)
requirement-line: 7. گڏيل پنجن سالن دوران ڪيل ساڳئي نوعيت جي ڪم (ڪمن) ۽ مخصوص تعميراتي تجربي مڪمل ٿيڻ جي سرٽيفڪيشن سان گڏ 100% جي طور تي: (19, 1197, 402, 1205)
requirement-line: b. 10.00 ملين رپيا ڪٽوتي ڪرڻ کان پوءِ واڪ سيڪيورٽي جي باقي رقم کي مالي آڇ واري لفافي سان گڏ ڪيو ويندو. (90, 1400, 386, 1408)
left-section (5, 36, 421, 1641)
notice-card (765, 273, 945, 424)
ad-ref-label: بڌايا (397, 281, 418, 293)
ad-ref-word: نور (451, 80, 463, 88)
notice-title: ڪورٽ نوٽيس (661, 379, 755, 396)
ad-ref-word: ٽرڪ (562, 502, 579, 510)
ad-body: نوابشاهه ۾ شهرين مطالبو ڪيو آهي ته اسڪولن جي ٻاهران ٽريفڪ پوليس مقرر ڪئي وڃي ته جيئن ٻارڙا حفاظت سان اسڪول اچي وڃي سگهن، سرپرستن چيو ته موٽر سائيڪل سوارن جي تيز رفتاري سبب حادثن جو خطرو وڌي ويو آهي. (542, 125, 647, 190)
classified-ad (542, 124, 647, 207)
classified-ad (428, 871, 533, 954)
notice-body-2: توهان کي هدايت ڪئي وڃي ٿي ته تاريخ 05-01-2026 تي صبح 8.30 وڳي روبرو حاضر ٿي جواب داخل ڪريو، ٻي صورت ۾ قانون موجب هڪطرفو فيصلو ڪيو ويندو. (768, 945, 942, 971)
notice-body: مسمات شهناز زال قربان علي چانڊيو رهندڙ محلا قلندري ميهڙ ضلعو دادو .....پليٽنٽف بخلاف قربان علي پٽ احمد خان چانڊيو رهندڙ ميهڙ .....ڊفينڊنٽ (768, 780, 942, 806)
